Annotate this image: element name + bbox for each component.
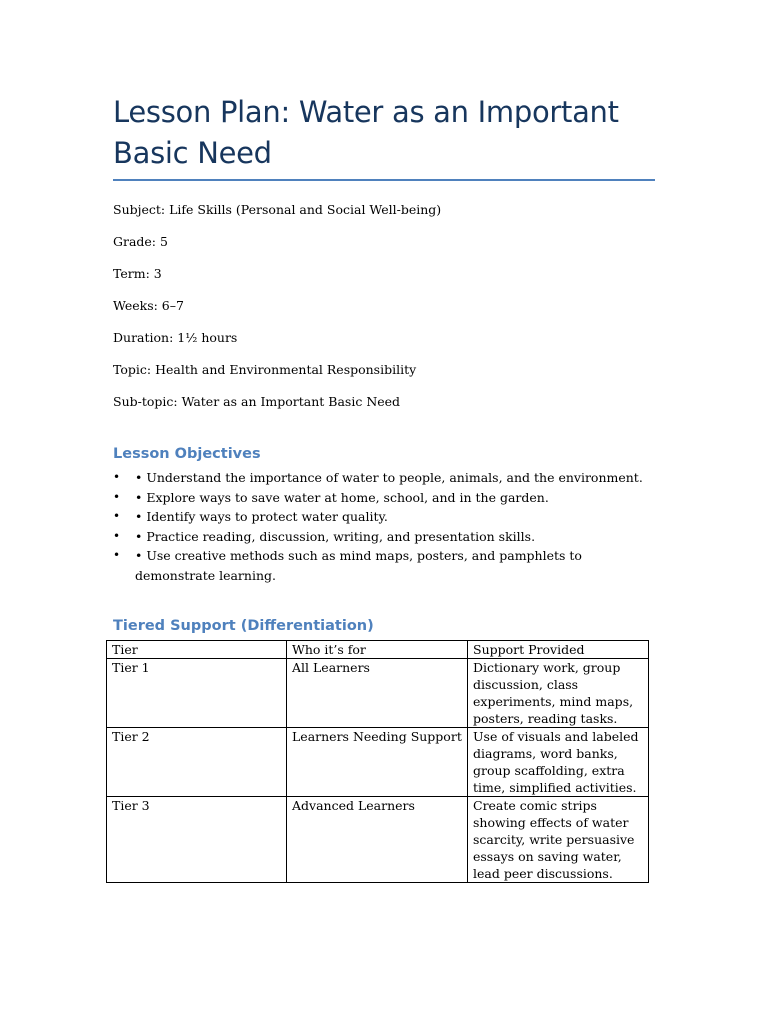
term-line: Term: 3 <box>113 266 162 281</box>
table-row <box>107 797 649 883</box>
tier-cell: Tier 2 <box>107 728 287 797</box>
audience-cell: Advanced Learners <box>287 797 468 883</box>
table-header-row <box>107 641 649 659</box>
list-item <box>113 507 653 527</box>
tier-cell: Tier 1 <box>107 659 287 728</box>
grade-line: Grade: 5 <box>113 234 168 249</box>
bullet-icon: • <box>113 470 121 484</box>
title-divider <box>113 179 655 181</box>
sub-topic-line: Sub-topic: Water as an Important Basic Need <box>113 394 401 409</box>
table-row <box>107 659 649 728</box>
tiered-support-heading: Tiered Support (Differentiation) <box>113 618 374 634</box>
audience-cell: Learners Needing Support <box>287 728 468 797</box>
support-cell: Use of visuals and labeled diagrams, word banks, group scaffolding, extra time, simplified activities. <box>468 728 649 797</box>
support-cell: Create comic strips showing effects of water scarcity, write persuasive essays on saving water, lead peer discussions. <box>468 797 649 883</box>
tier-cell: Tier 3 <box>107 797 287 883</box>
bullet-icon: • <box>113 509 121 523</box>
objective-text: • Use creative methods such as mind maps, posters, and pamphlets to demonstrate learning. <box>135 548 582 583</box>
list-item <box>113 488 653 508</box>
column-header-tier: Tier <box>107 641 287 659</box>
objective-text: • Identify ways to protect water quality. <box>135 509 388 524</box>
tiered-support-table <box>106 640 649 883</box>
topic-line: Topic: Health and Environmental Responsibility <box>113 362 417 377</box>
objective-text: • Practice reading, discussion, writing, and presentation skills. <box>135 528 536 544</box>
bullet-icon: • <box>113 548 121 562</box>
objectives-list <box>113 468 653 585</box>
column-header-support: Support Provided <box>468 641 649 659</box>
bullet-icon: • <box>113 489 121 504</box>
page-title: Lesson Plan: Water as an Important Basic Need <box>113 95 619 170</box>
column-header-who: Who it’s for <box>287 641 468 659</box>
objective-text: • Explore ways to save water at home, school, and in the garden. <box>135 489 549 505</box>
list-item <box>113 546 653 585</box>
lesson-details <box>113 201 673 425</box>
list-item <box>113 527 653 547</box>
audience-cell: All Learners <box>287 659 468 728</box>
list-item <box>113 468 653 488</box>
weeks-line: Weeks: 6–7 <box>113 298 184 313</box>
table-row <box>107 728 649 797</box>
bullet-icon: • <box>113 528 121 543</box>
support-cell: Dictionary work, group discussion, class experiments, mind maps, posters, reading tasks. <box>468 659 649 728</box>
objectives-heading: Lesson Objectives <box>113 446 261 462</box>
subject-line: Subject: Life Skills (Personal and Social Well-being) <box>113 202 442 217</box>
duration-line: Duration: 1½ hours <box>113 330 238 345</box>
objective-text: • Understand the importance of water to people, animals, and the environment. <box>135 470 643 485</box>
